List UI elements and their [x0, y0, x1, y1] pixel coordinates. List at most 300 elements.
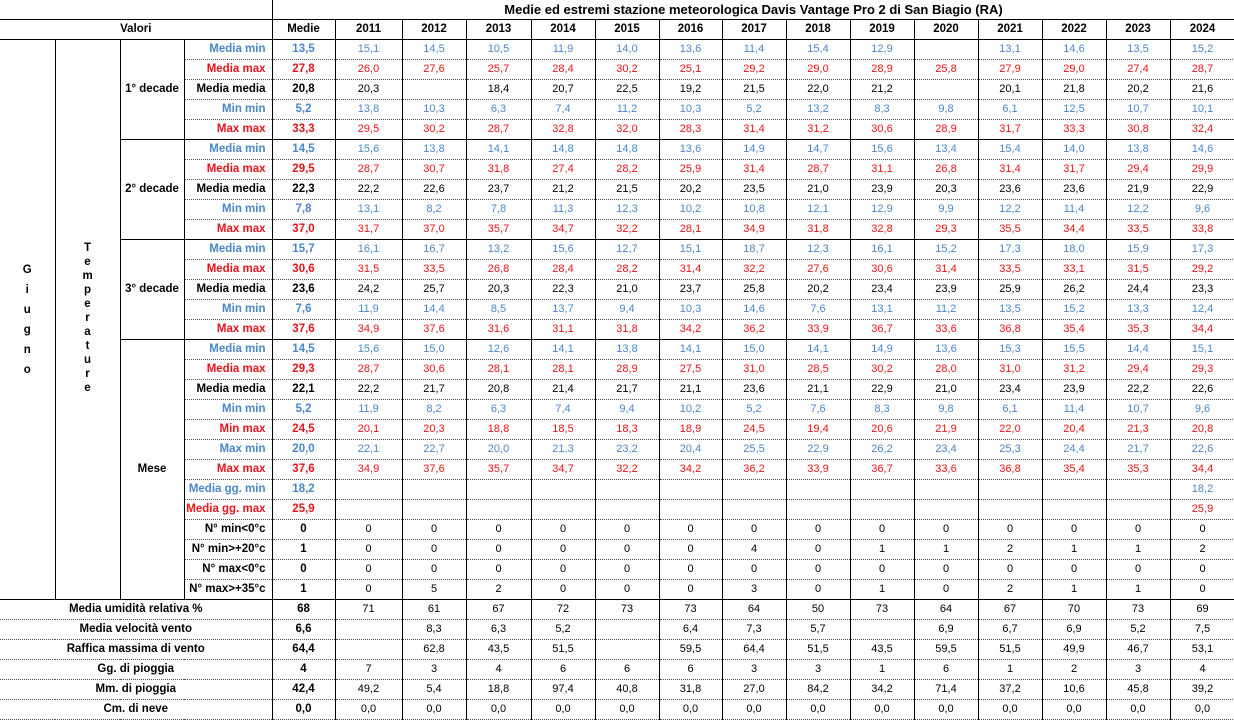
summary-value: 49,2 — [335, 680, 402, 700]
summary-value: 43,5 — [466, 640, 531, 660]
row-value: 30,2 — [595, 60, 659, 80]
summary-value: 6 — [595, 660, 659, 680]
row-value: 12,1 — [786, 200, 850, 220]
row-value: 31,4 — [978, 160, 1042, 180]
table-row — [0, 480, 1234, 500]
row-value: 5,2 — [722, 100, 786, 120]
row-value: 25,9 — [1170, 500, 1234, 520]
row-value: 22,7 — [402, 440, 466, 460]
row-value: 34,4 — [1170, 460, 1234, 480]
row-value: 31,2 — [786, 120, 850, 140]
row-value: 28,7 — [466, 120, 531, 140]
row-value: 29,0 — [1042, 60, 1106, 80]
month-label-text: Giugno — [22, 263, 32, 376]
row-value — [1106, 500, 1170, 520]
row-value: 13,2 — [786, 100, 850, 120]
row-value: 13,8 — [335, 100, 402, 120]
summary-value: 72 — [531, 600, 595, 620]
row-value: 18,2 — [1170, 480, 1234, 500]
summary-value: 59,5 — [659, 640, 722, 660]
row-value: 22,0 — [978, 420, 1042, 440]
row-value: 28,1 — [659, 220, 722, 240]
row-value: 14,1 — [531, 340, 595, 360]
summary-value — [850, 620, 914, 640]
table-row — [0, 340, 1234, 360]
row-value: 0 — [1042, 520, 1106, 540]
row-value: 25,1 — [659, 60, 722, 80]
row-value: 22,9 — [1170, 180, 1234, 200]
row-value: 27,9 — [978, 60, 1042, 80]
row-value: 28,4 — [531, 60, 595, 80]
summary-value: 51,5 — [978, 640, 1042, 660]
row-value: 2 — [978, 580, 1042, 600]
row-value: 34,4 — [1042, 220, 1106, 240]
summary-label: Raffica massima di vento — [0, 640, 272, 660]
table-row — [0, 280, 1234, 300]
row-value: 13,7 — [531, 300, 595, 320]
summary-value: 73 — [850, 600, 914, 620]
row-value: 14,4 — [1106, 340, 1170, 360]
row-value — [466, 500, 531, 520]
row-value: 13,8 — [402, 140, 466, 160]
row-value — [850, 500, 914, 520]
row-value: 34,7 — [531, 460, 595, 480]
summary-value: 62,8 — [402, 640, 466, 660]
row-value: 22,6 — [1170, 440, 1234, 460]
row-value: 0 — [914, 520, 978, 540]
row-value: 23,6 — [722, 380, 786, 400]
section-label: 3° decade — [120, 240, 184, 340]
table-row — [0, 160, 1234, 180]
row-value: 32,8 — [531, 120, 595, 140]
row-value: 0 — [595, 520, 659, 540]
summary-value: 73 — [659, 600, 722, 620]
row-label: Media min — [184, 240, 272, 260]
row-label: Media media — [184, 380, 272, 400]
row-value: 26,0 — [335, 60, 402, 80]
row-value: 9,4 — [595, 300, 659, 320]
row-value: 15,0 — [402, 340, 466, 360]
year-header: 2017 — [722, 20, 786, 40]
row-value: 0 — [595, 540, 659, 560]
row-value: 0 — [978, 520, 1042, 540]
row-value — [466, 480, 531, 500]
row-value: 22,5 — [595, 80, 659, 100]
row-value: 18,4 — [466, 80, 531, 100]
row-value: 29,2 — [722, 60, 786, 80]
row-mean: 7,6 — [272, 300, 335, 320]
row-mean: 27,8 — [272, 60, 335, 80]
summary-mean: 42,4 — [272, 680, 335, 700]
year-header: 2019 — [850, 20, 914, 40]
row-value: 11,2 — [595, 100, 659, 120]
row-value: 7,4 — [531, 100, 595, 120]
row-label: Media max — [184, 60, 272, 80]
row-label: Max max — [184, 120, 272, 140]
year-header: 2018 — [786, 20, 850, 40]
row-label: N° min>+20°c — [184, 540, 272, 560]
row-value: 21,0 — [786, 180, 850, 200]
summary-value: 5,7 — [786, 620, 850, 640]
row-value: 18,3 — [595, 420, 659, 440]
row-value: 28,5 — [786, 360, 850, 380]
row-value: 33,1 — [1042, 260, 1106, 280]
row-value: 32,2 — [595, 220, 659, 240]
row-value: 8,2 — [402, 200, 466, 220]
row-label: Max max — [184, 320, 272, 340]
row-value: 20,8 — [466, 380, 531, 400]
row-value: 11,9 — [335, 400, 402, 420]
section-label: 1° decade — [120, 40, 184, 140]
row-mean: 0 — [272, 520, 335, 540]
row-value: 29,3 — [1170, 360, 1234, 380]
row-value: 15,5 — [1042, 340, 1106, 360]
row-value: 21,2 — [531, 180, 595, 200]
table-row — [0, 140, 1234, 160]
row-value: 28,9 — [914, 120, 978, 140]
row-value: 7,6 — [786, 400, 850, 420]
row-value — [978, 480, 1042, 500]
row-value: 23,4 — [850, 280, 914, 300]
row-value: 3 — [722, 580, 786, 600]
table-row — [0, 60, 1234, 80]
row-value: 20,3 — [466, 280, 531, 300]
row-label: Media max — [184, 260, 272, 280]
row-value: 14,5 — [402, 40, 466, 60]
summary-value — [595, 620, 659, 640]
summary-value: 34,2 — [850, 680, 914, 700]
row-value: 20,6 — [850, 420, 914, 440]
row-value: 33,8 — [1170, 220, 1234, 240]
row-label: Min min — [184, 400, 272, 420]
row-value: 11,4 — [722, 40, 786, 60]
row-value: 12,7 — [595, 240, 659, 260]
row-value: 1 — [1106, 540, 1170, 560]
row-value: 35,7 — [466, 220, 531, 240]
row-value: 23,4 — [914, 440, 978, 460]
row-value: 21,4 — [531, 380, 595, 400]
row-value: 0 — [659, 580, 722, 600]
row-value: 13,2 — [466, 240, 531, 260]
row-value: 10,2 — [659, 200, 722, 220]
row-value: 21,7 — [1106, 440, 1170, 460]
row-value: 31,7 — [335, 220, 402, 240]
row-value: 10,1 — [1170, 100, 1234, 120]
summary-value: 73 — [1106, 600, 1170, 620]
row-value: 31,8 — [466, 160, 531, 180]
summary-value: 39,2 — [1170, 680, 1234, 700]
row-value: 24,4 — [1042, 440, 1106, 460]
row-value: 26,8 — [914, 160, 978, 180]
row-value: 37,6 — [402, 320, 466, 340]
row-value: 23,9 — [914, 280, 978, 300]
header-row — [0, 20, 1234, 40]
medie-header: Medie — [272, 20, 335, 40]
row-label: N° min<0°c — [184, 520, 272, 540]
row-value: 30,2 — [402, 120, 466, 140]
summary-value: 1 — [978, 660, 1042, 680]
summary-label: Media umidità relativa % — [0, 600, 272, 620]
row-value: 27,6 — [402, 60, 466, 80]
row-value: 13,4 — [914, 140, 978, 160]
row-value: 10,7 — [1106, 400, 1170, 420]
row-value: 10,2 — [659, 400, 722, 420]
row-label: Media min — [184, 40, 272, 60]
row-value: 17,3 — [1170, 240, 1234, 260]
row-label: Media media — [184, 280, 272, 300]
table-row — [0, 320, 1234, 340]
row-value: 30,8 — [1106, 120, 1170, 140]
row-mean: 23,6 — [272, 280, 335, 300]
summary-row — [0, 680, 1234, 700]
summary-value: 0,0 — [786, 700, 850, 720]
row-value: 26,2 — [850, 440, 914, 460]
row-value: 20,2 — [786, 280, 850, 300]
row-value: 28,7 — [786, 160, 850, 180]
row-value: 0 — [786, 580, 850, 600]
row-value — [595, 500, 659, 520]
row-value: 31,8 — [786, 220, 850, 240]
row-value: 24,2 — [335, 280, 402, 300]
row-value: 9,9 — [914, 200, 978, 220]
summary-value: 3 — [786, 660, 850, 680]
row-value: 20,3 — [335, 80, 402, 100]
summary-mean: 64,4 — [272, 640, 335, 660]
row-value: 30,2 — [850, 360, 914, 380]
row-value: 0 — [722, 560, 786, 580]
row-value: 0 — [786, 520, 850, 540]
row-value: 23,6 — [1042, 180, 1106, 200]
table-row — [0, 200, 1234, 220]
row-value: 23,3 — [1170, 280, 1234, 300]
year-header: 2013 — [466, 20, 531, 40]
row-value: 18,0 — [1042, 240, 1106, 260]
row-value: 31,4 — [659, 260, 722, 280]
summary-value: 69 — [1170, 600, 1234, 620]
summary-value: 4 — [466, 660, 531, 680]
row-value: 0 — [1106, 520, 1170, 540]
row-value: 36,7 — [850, 460, 914, 480]
row-value: 28,0 — [914, 360, 978, 380]
row-value: 35,5 — [978, 220, 1042, 240]
row-value: 26,2 — [1042, 280, 1106, 300]
row-value: 8,5 — [466, 300, 531, 320]
row-value: 31,5 — [1106, 260, 1170, 280]
row-value: 2 — [978, 540, 1042, 560]
group-label — [55, 40, 120, 600]
row-value: 0 — [402, 560, 466, 580]
row-value: 14,1 — [786, 340, 850, 360]
row-value: 33,6 — [914, 460, 978, 480]
row-value: 28,7 — [1170, 60, 1234, 80]
summary-value: 64 — [914, 600, 978, 620]
row-value: 27,4 — [531, 160, 595, 180]
row-value: 15,1 — [335, 40, 402, 60]
summary-value: 4 — [1170, 660, 1234, 680]
row-value: 28,7 — [335, 360, 402, 380]
row-value: 12,3 — [786, 240, 850, 260]
summary-value: 97,4 — [531, 680, 595, 700]
row-mean: 7,8 — [272, 200, 335, 220]
summary-value: 6,3 — [466, 620, 531, 640]
row-value: 14,1 — [659, 340, 722, 360]
row-value: 0 — [402, 520, 466, 540]
row-value: 34,2 — [659, 460, 722, 480]
row-value: 1 — [850, 540, 914, 560]
summary-value: 0,0 — [595, 700, 659, 720]
table-row — [0, 360, 1234, 380]
row-value: 9,8 — [914, 100, 978, 120]
row-value: 23,4 — [978, 380, 1042, 400]
row-value: 15,6 — [335, 340, 402, 360]
row-value: 0 — [659, 540, 722, 560]
row-value: 16,7 — [402, 240, 466, 260]
row-mean: 15,7 — [272, 240, 335, 260]
row-value: 14,0 — [1042, 140, 1106, 160]
table-row — [0, 300, 1234, 320]
row-value: 25,9 — [978, 280, 1042, 300]
row-value: 0 — [595, 580, 659, 600]
table-row — [0, 500, 1234, 520]
table-row — [0, 520, 1234, 540]
summary-value: 73 — [595, 600, 659, 620]
row-mean: 37,6 — [272, 460, 335, 480]
summary-value: 0,0 — [1042, 700, 1106, 720]
table-row — [0, 400, 1234, 420]
row-value: 14,6 — [1170, 140, 1234, 160]
summary-value: 0,0 — [850, 700, 914, 720]
table-row — [0, 560, 1234, 580]
summary-value: 0,0 — [402, 700, 466, 720]
table-row — [0, 240, 1234, 260]
summary-value: 6,4 — [659, 620, 722, 640]
row-mean: 29,5 — [272, 160, 335, 180]
row-value: 15,2 — [1042, 300, 1106, 320]
table-row — [0, 260, 1234, 280]
row-value: 4 — [722, 540, 786, 560]
row-value: 5 — [402, 580, 466, 600]
row-value: 28,2 — [595, 260, 659, 280]
row-value — [335, 500, 402, 520]
row-value: 30,7 — [402, 160, 466, 180]
summary-value: 84,2 — [786, 680, 850, 700]
row-mean: 37,6 — [272, 320, 335, 340]
row-value — [850, 480, 914, 500]
row-value: 28,7 — [335, 160, 402, 180]
row-value: 31,4 — [722, 160, 786, 180]
table-row — [0, 180, 1234, 200]
year-header: 2022 — [1042, 20, 1106, 40]
summary-value: 50 — [786, 600, 850, 620]
row-value — [531, 500, 595, 520]
row-mean: 14,5 — [272, 340, 335, 360]
row-value: 32,2 — [722, 260, 786, 280]
row-value: 0 — [786, 540, 850, 560]
row-mean: 20,8 — [272, 80, 335, 100]
row-value — [402, 80, 466, 100]
row-label: Max max — [184, 460, 272, 480]
summary-value: 27,0 — [722, 680, 786, 700]
year-header: 2015 — [595, 20, 659, 40]
row-value: 12,6 — [466, 340, 531, 360]
row-value: 25,3 — [978, 440, 1042, 460]
row-value: 10,8 — [722, 200, 786, 220]
summary-value: 18,8 — [466, 680, 531, 700]
summary-value: 71 — [335, 600, 402, 620]
row-value: 23,5 — [722, 180, 786, 200]
section-label: Mese — [120, 340, 184, 600]
row-mean: 1 — [272, 580, 335, 600]
table-row — [0, 120, 1234, 140]
row-value: 21,0 — [914, 380, 978, 400]
summary-value: 2 — [1042, 660, 1106, 680]
row-value: 27,4 — [1106, 60, 1170, 80]
row-mean: 5,2 — [272, 100, 335, 120]
sheet-title: Medie ed estremi stazione meteorologica Davis Vantage Pro 2 di San Biagio (RA) — [272, 0, 1234, 20]
row-value: 0 — [335, 540, 402, 560]
row-value: 13,5 — [978, 300, 1042, 320]
row-value: 7,8 — [466, 200, 531, 220]
row-value: 25,8 — [722, 280, 786, 300]
row-value: 21,5 — [595, 180, 659, 200]
summary-value: 6 — [531, 660, 595, 680]
row-value: 0 — [335, 580, 402, 600]
row-value: 35,7 — [466, 460, 531, 480]
summary-value — [335, 620, 402, 640]
table-row — [0, 220, 1234, 240]
row-value: 34,7 — [531, 220, 595, 240]
row-value: 19,2 — [659, 80, 722, 100]
row-value: 15,6 — [531, 240, 595, 260]
row-value: 23,9 — [1042, 380, 1106, 400]
row-value: 8,3 — [850, 400, 914, 420]
valori-header: Valori — [0, 20, 272, 40]
row-value: 37,0 — [402, 220, 466, 240]
row-value: 18,9 — [659, 420, 722, 440]
row-value: 13,6 — [914, 340, 978, 360]
row-label: N° max<0°c — [184, 560, 272, 580]
row-value: 23,6 — [978, 180, 1042, 200]
row-value: 21,5 — [722, 80, 786, 100]
row-value: 10,3 — [402, 100, 466, 120]
row-label: Media media — [184, 180, 272, 200]
row-value: 15,3 — [978, 340, 1042, 360]
row-value: 0 — [595, 560, 659, 580]
summary-value: 6,9 — [1042, 620, 1106, 640]
summary-value: 0,0 — [466, 700, 531, 720]
summary-value: 67 — [978, 600, 1042, 620]
summary-value: 6,7 — [978, 620, 1042, 640]
summary-row — [0, 640, 1234, 660]
row-value: 0 — [531, 520, 595, 540]
summary-row — [0, 620, 1234, 640]
row-value: 13,8 — [595, 340, 659, 360]
row-value: 28,1 — [466, 360, 531, 380]
row-value: 0 — [1170, 560, 1234, 580]
row-value: 11,2 — [914, 300, 978, 320]
row-value — [914, 500, 978, 520]
row-value: 32,2 — [595, 460, 659, 480]
row-value: 35,4 — [1042, 320, 1106, 340]
row-value: 28,3 — [659, 120, 722, 140]
summary-value: 6 — [914, 660, 978, 680]
title-row — [0, 0, 1234, 20]
summary-label: Cm. di neve — [0, 700, 272, 720]
row-mean: 25,9 — [272, 500, 335, 520]
row-value: 12,2 — [978, 200, 1042, 220]
row-value: 11,4 — [1042, 400, 1106, 420]
row-value: 21,1 — [786, 380, 850, 400]
